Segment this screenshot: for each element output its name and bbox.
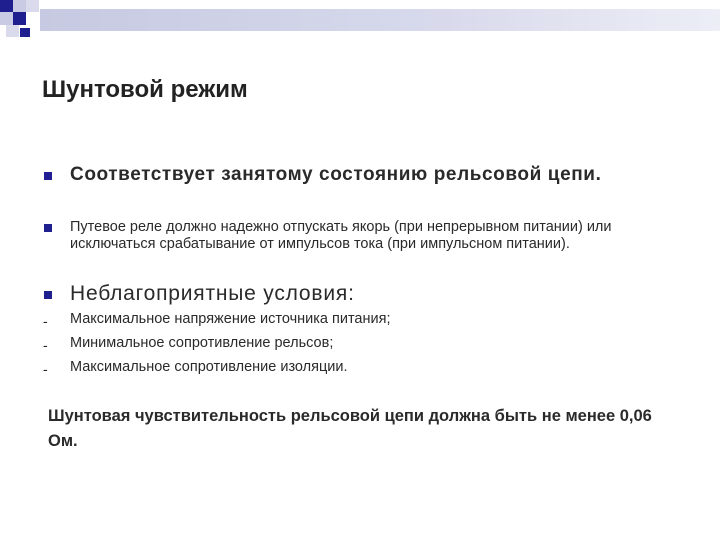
bullet-text: Неблагоприятные условия: <box>70 282 355 305</box>
bullet-square-icon <box>44 224 52 232</box>
sub-item: Максимальное сопротивление изоляции. <box>70 359 348 375</box>
sub-item: Максимальное напряжение источника питания; <box>70 311 391 327</box>
decor-square <box>0 0 13 12</box>
dash-marker: - <box>43 313 48 329</box>
decor-square <box>20 28 30 37</box>
bullet-text: Путевое реле должно надежно отпускать якорь (при непрерывном питании) или исключаться срабатывание от импульсов тока (при импульсном питании). <box>70 219 612 252</box>
decor-square <box>0 12 13 25</box>
decor-square <box>13 0 26 12</box>
slide-title: Шунтовой режим <box>42 76 248 103</box>
header-strip <box>40 9 720 31</box>
dash-marker: - <box>43 337 48 353</box>
decor-square <box>13 12 26 25</box>
bullet-text: Соответствует занятому состоянию рельсовой цепи. <box>70 164 602 185</box>
bullet-square-icon <box>44 291 52 299</box>
decor-square <box>6 25 19 37</box>
sub-item: Минимальное сопротивление рельсов; <box>70 335 334 351</box>
dash-marker: - <box>43 361 48 377</box>
header-decoration <box>0 0 720 60</box>
decor-square <box>26 0 39 12</box>
footer-note: Шунтовая чувствительность рельсовой цепи должна быть не менее 0,06 Ом. <box>48 407 652 450</box>
bullet-square-icon <box>44 172 52 180</box>
